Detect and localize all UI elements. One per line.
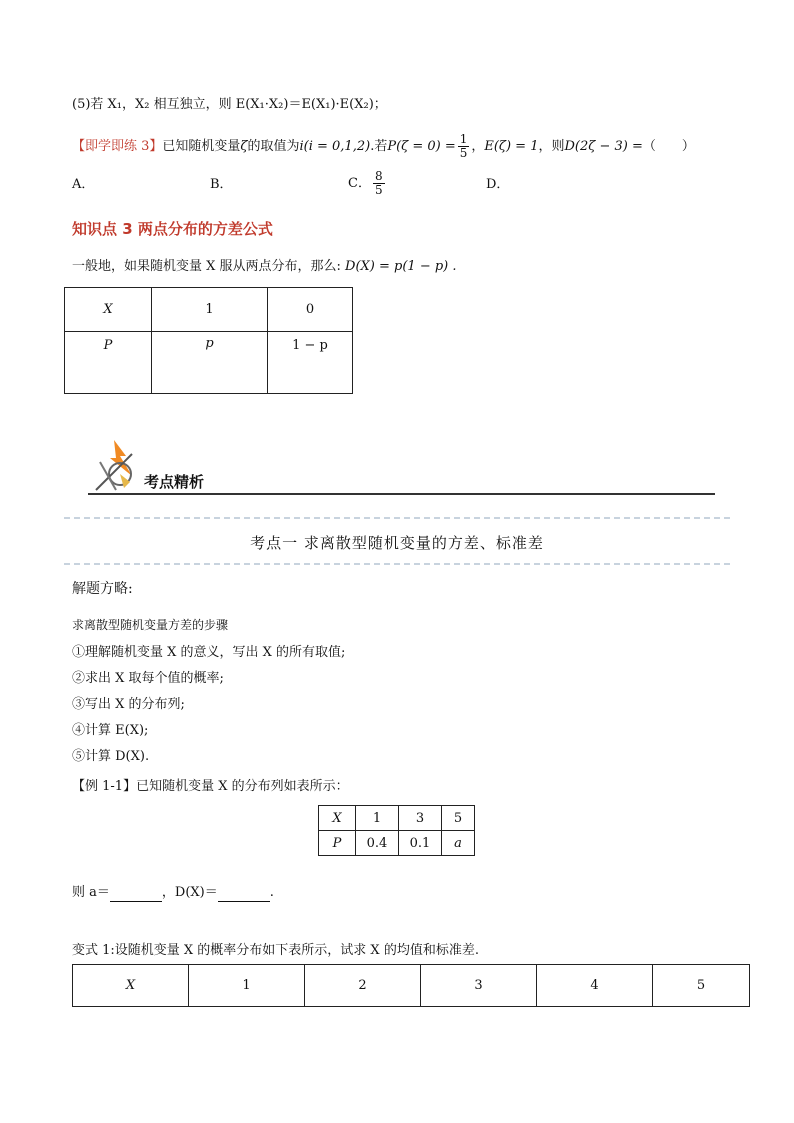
two-point-table: X 1 0 P p 1 − p xyxy=(64,287,353,394)
example-question: 【例 1-1】已知随机变量 X 的分布列如表所示： xyxy=(72,779,349,794)
section-title: 考点一 求离散型随机变量的方差、标准差 xyxy=(250,534,544,552)
step-1: ①理解随机变量 X 的意义，写出 X 的所有取值; xyxy=(72,645,346,660)
answer-blank-dx[interactable] xyxy=(218,887,270,902)
fraction-one-fifth: $\frac{1}{5}$ xyxy=(459,132,468,160)
knowledge-point-title: 知识点 3 两点分布的方差公式 xyxy=(72,220,273,238)
variant-table: X 1 2 3 4 5 xyxy=(72,964,750,1007)
step-4: ④计算 E(X); xyxy=(72,723,149,738)
method-label: 解题方略: xyxy=(72,581,133,597)
step-3: ③写出 X 的分布列; xyxy=(72,697,185,712)
banner-label: 考点精析 xyxy=(144,473,205,491)
option-b: B． xyxy=(210,177,233,192)
example-distribution-table: X 1 3 5 P 0.4 0.1 a xyxy=(318,805,475,856)
example-tag: 【例 1-1】 xyxy=(72,779,137,794)
example-answer: 则 a＝ ，D(X)＝ . xyxy=(72,885,274,900)
step-5: ⑤计算 D(X). xyxy=(72,749,150,764)
practice-question: 【即学即练 3】 已知随机变量 ζ 的取值为 i(i = 0,1,2) .若 P(ζ = 0) = $\frac{1}{5}$ ， E(ζ) = 1 ，则 D(2ζ − 3) = （ ） xyxy=(72,132,695,160)
practice-tag: 【即学即练 3】 xyxy=(72,138,163,154)
divider-top xyxy=(64,517,730,519)
step-2: ②求出 X 取每个值的概率; xyxy=(72,671,224,686)
divider-bottom xyxy=(64,563,730,565)
option-c: C． $\frac{8}{5}$ xyxy=(348,169,383,197)
steps-title: 求离散型随机变量方差的步骤 xyxy=(72,618,229,632)
knowledge-point-text: 一般地，如果随机变量 X 服从两点分布，那么: D(X) = p(1 − p) . xyxy=(72,259,457,274)
property-5-line: (5)若 X₁，X₂ 相互独立，则 E(X₁·X₂)＝E(X₁)·E(X₂)； xyxy=(72,97,387,112)
option-d: D． xyxy=(486,177,510,192)
option-a: A． xyxy=(72,177,95,192)
answer-blank-a[interactable] xyxy=(110,887,162,902)
variant-question: 变式 1:设随机变量 X 的概率分布如下表所示，试求 X 的均值和标准差. xyxy=(72,943,479,958)
